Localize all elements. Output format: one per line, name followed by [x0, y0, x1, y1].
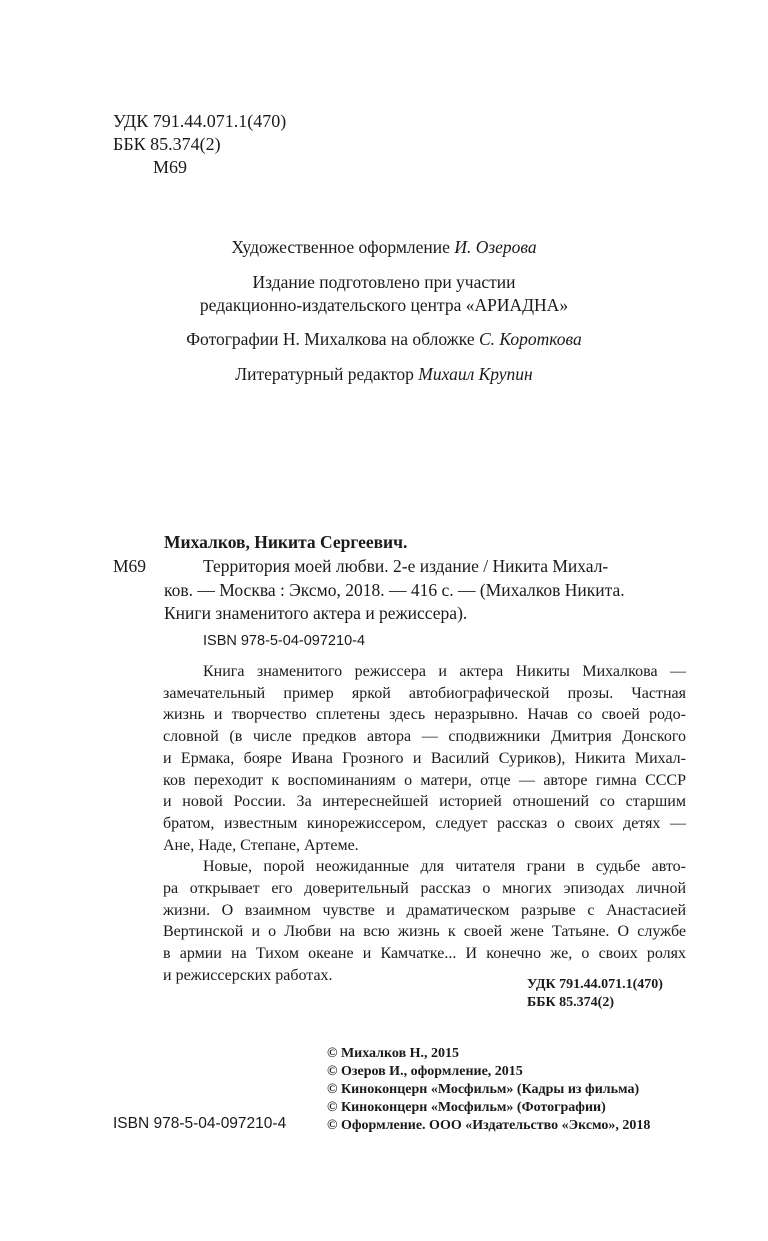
annotation-p2-line: и режиссерских работах.: [163, 966, 333, 984]
annotation-p2-line: жизни. О взаимном чувстве и драматическом разрыве с Анастасией: [163, 901, 686, 919]
author-heading: Михалков, Никита Сергеевич.: [164, 532, 408, 552]
annotation-p1-line: Книга знаменитого режиссера и актера Никиты Михалкова —: [203, 663, 686, 680]
annotation-p2-line: ра открывает его доверительный рассказ о многих эпизодах личной: [163, 880, 686, 897]
bib-isbn: ISBN 978-5-04-097210-4: [203, 633, 366, 649]
prepared-credit-line-2: редакционно-издательского центра «АРИАДНА»: [199, 295, 569, 315]
art-design-credit: [0, 235, 768, 259]
bottom-bbk-code: ББК 85.374(2): [527, 995, 614, 1010]
annotation-p1-line: братом, известным кинорежиссером, следует рассказ о своих детях —: [163, 814, 686, 832]
editor-credit-name: Михаил Крупин: [418, 364, 533, 384]
annotation-p1-line: жизнь и творчество сплетены здесь неразрывно. Начав со своей родо-: [163, 706, 686, 724]
annotation-p1-line: словной (в числе предков автора — сподвижники Дмитрия Донского: [163, 728, 686, 746]
udk-code: УДК 791.44.071.1(470): [113, 111, 287, 131]
bottom-udk-code: УДК 791.44.071.1(470): [527, 977, 663, 992]
bbk-code: ББК 85.374(2): [113, 134, 221, 154]
art-design-name: И. Озерова: [454, 237, 537, 257]
copyright-line: © Оформление. ООО «Издательство «Эксмо», 2018: [327, 1118, 651, 1133]
photo-credit-label: Фотографии Н. Михалкова на обложке: [186, 329, 479, 349]
photo-credit: [0, 327, 768, 351]
copyright-line: © Озеров И., оформление, 2015: [327, 1064, 523, 1079]
annotation-p1-line: Ане, Наде, Степане, Артеме.: [163, 836, 359, 854]
editor-credit-label: Литературный редактор: [235, 364, 419, 384]
annotation-p1-line: и новой России. За интереснейшей историей отношений со старшим: [163, 793, 686, 811]
annotation-p2-line: Новые, порой неожиданные для читателя грани в судьбе авто-: [203, 858, 686, 876]
editor-credit: [0, 362, 768, 386]
annotation-p1-line: замечательный пример яркой автобиографической прозы. Частная: [163, 684, 686, 702]
bottom-isbn: ISBN 978-5-04-097210-4: [113, 1115, 287, 1132]
bib-line-3: Книги знаменитого актера и режиссера).: [164, 603, 468, 623]
annotation-p2-line: Вертинской и о Любви на всю жизнь к своей жене Татьяне. О службе: [163, 923, 686, 941]
prepared-credit-line-1: Издание подготовлено при участии: [252, 272, 516, 292]
art-design-label: Художественное оформление: [231, 237, 455, 257]
bib-line-1: Территория моей любви. 2-е издание / Никита Михал-: [203, 556, 609, 576]
copyright-line: © Михалков Н., 2015: [327, 1046, 460, 1061]
copyright-line: © Киноконцерн «Мосфильм» (Фотографии): [327, 1100, 606, 1115]
bib-author-mark: М69: [113, 556, 147, 576]
bib-line-2: ков. — Москва : Эксмо, 2018. — 416 с. — (Михалков Никита.: [164, 580, 625, 600]
author-mark: М69: [153, 157, 188, 177]
annotation-p1-line: и Ермака, бояре Ивана Грозного и Василий Суриков), Никита Михал-: [163, 749, 686, 767]
annotation-p2-line: в армии на Тихом океане и Камчатке... И конечно же, о своих ролях: [163, 945, 686, 963]
annotation-p1-line: ков переходит к воспоминаниям о матери, отце — авторе гимна СССР: [163, 771, 686, 789]
photo-credit-name: С. Короткова: [478, 329, 582, 349]
copyright-line: © Киноконцерн «Мосфильм» (Кадры из фильма): [327, 1082, 640, 1097]
